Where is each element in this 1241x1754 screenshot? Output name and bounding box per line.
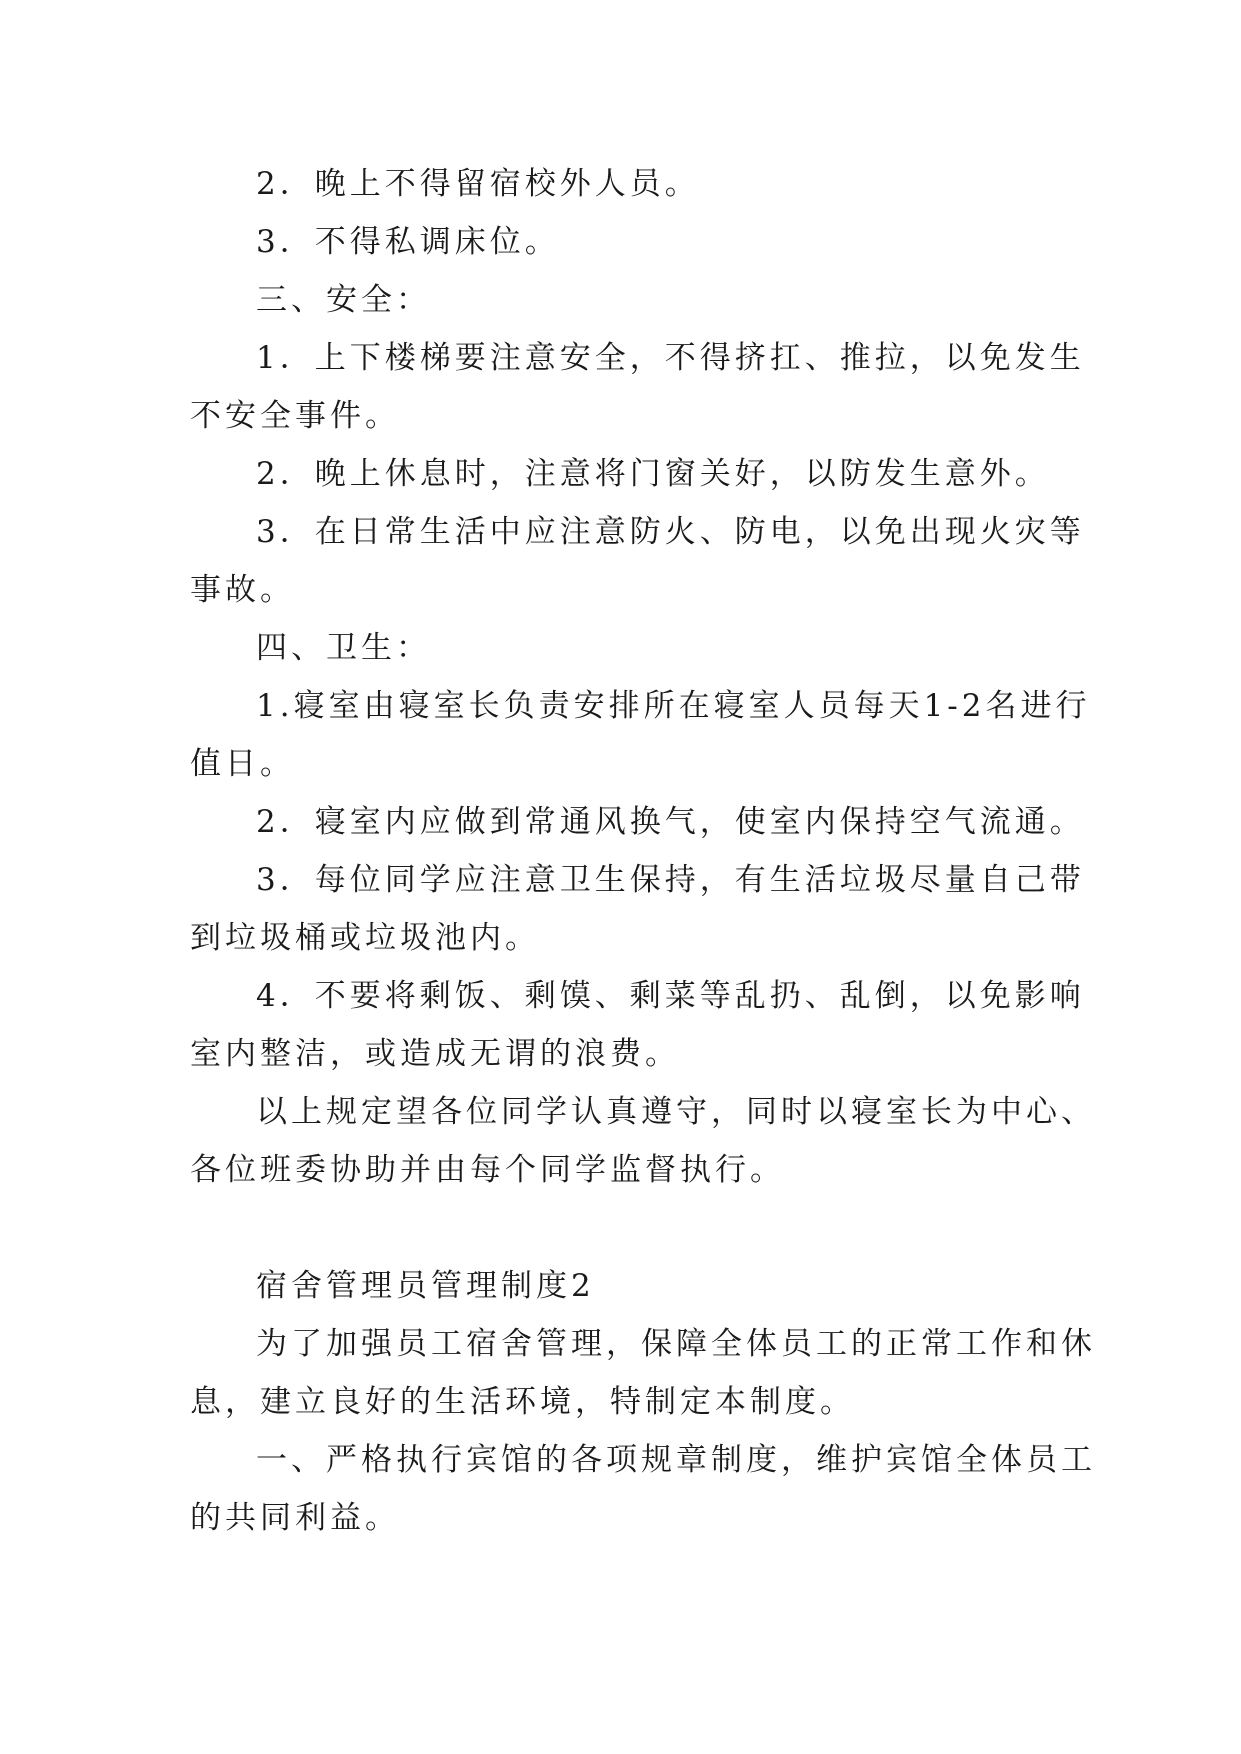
text-line: 各位班委协助并由每个同学监督执行。 bbox=[190, 1152, 785, 1188]
text-line: 1.寝室由寝室长负责安排所在寝室人员每天1-2名进行 bbox=[256, 688, 1091, 724]
text-line: 值日。 bbox=[190, 746, 295, 782]
text-line: 2．晚上休息时，注意将门窗关好，以防发生意外。 bbox=[256, 456, 1050, 492]
text-line: 2．晚上不得留宿校外人员。 bbox=[256, 166, 700, 202]
text-line: 4．不要将剩饭、剩馍、剩菜等乱扔、乱倒，以免影响 bbox=[256, 978, 1085, 1014]
text-line: 3．每位同学应注意卫生保持，有生活垃圾尽量自己带 bbox=[256, 862, 1085, 898]
text-line: 3．在日常生活中应注意防火、防电，以免出现火灾等 bbox=[256, 514, 1085, 550]
text-line: 息，建立良好的生活环境，特制定本制度。 bbox=[190, 1384, 855, 1420]
text-line: 为了加强员工宿舍管理，保障全体员工的正常工作和休 bbox=[256, 1326, 1096, 1362]
section-heading: 四、卫生： bbox=[256, 630, 431, 666]
text-line: 以上规定望各位同学认真遵守，同时以寝室长为中心、 bbox=[256, 1094, 1096, 1130]
text-line: 事故。 bbox=[190, 572, 295, 608]
text-line: 不安全事件。 bbox=[190, 398, 400, 434]
text-line: 一、严格执行宾馆的各项规章制度，维护宾馆全体员工 bbox=[256, 1442, 1096, 1478]
text-line: 的共同利益。 bbox=[190, 1500, 400, 1536]
text-line: 到垃圾桶或垃圾池内。 bbox=[190, 920, 540, 956]
text-line: 室内整洁，或造成无谓的浪费。 bbox=[190, 1036, 680, 1072]
section-heading: 三、安全： bbox=[256, 282, 431, 318]
text-line: 1．上下楼梯要注意安全，不得挤扛、推拉，以免发生 bbox=[256, 340, 1085, 376]
document-subtitle: 宿舍管理员管理制度2 bbox=[256, 1268, 595, 1304]
text-line: 2．寝室内应做到常通风换气，使室内保持空气流通。 bbox=[256, 804, 1085, 840]
text-line: 3．不得私调床位。 bbox=[256, 224, 560, 260]
